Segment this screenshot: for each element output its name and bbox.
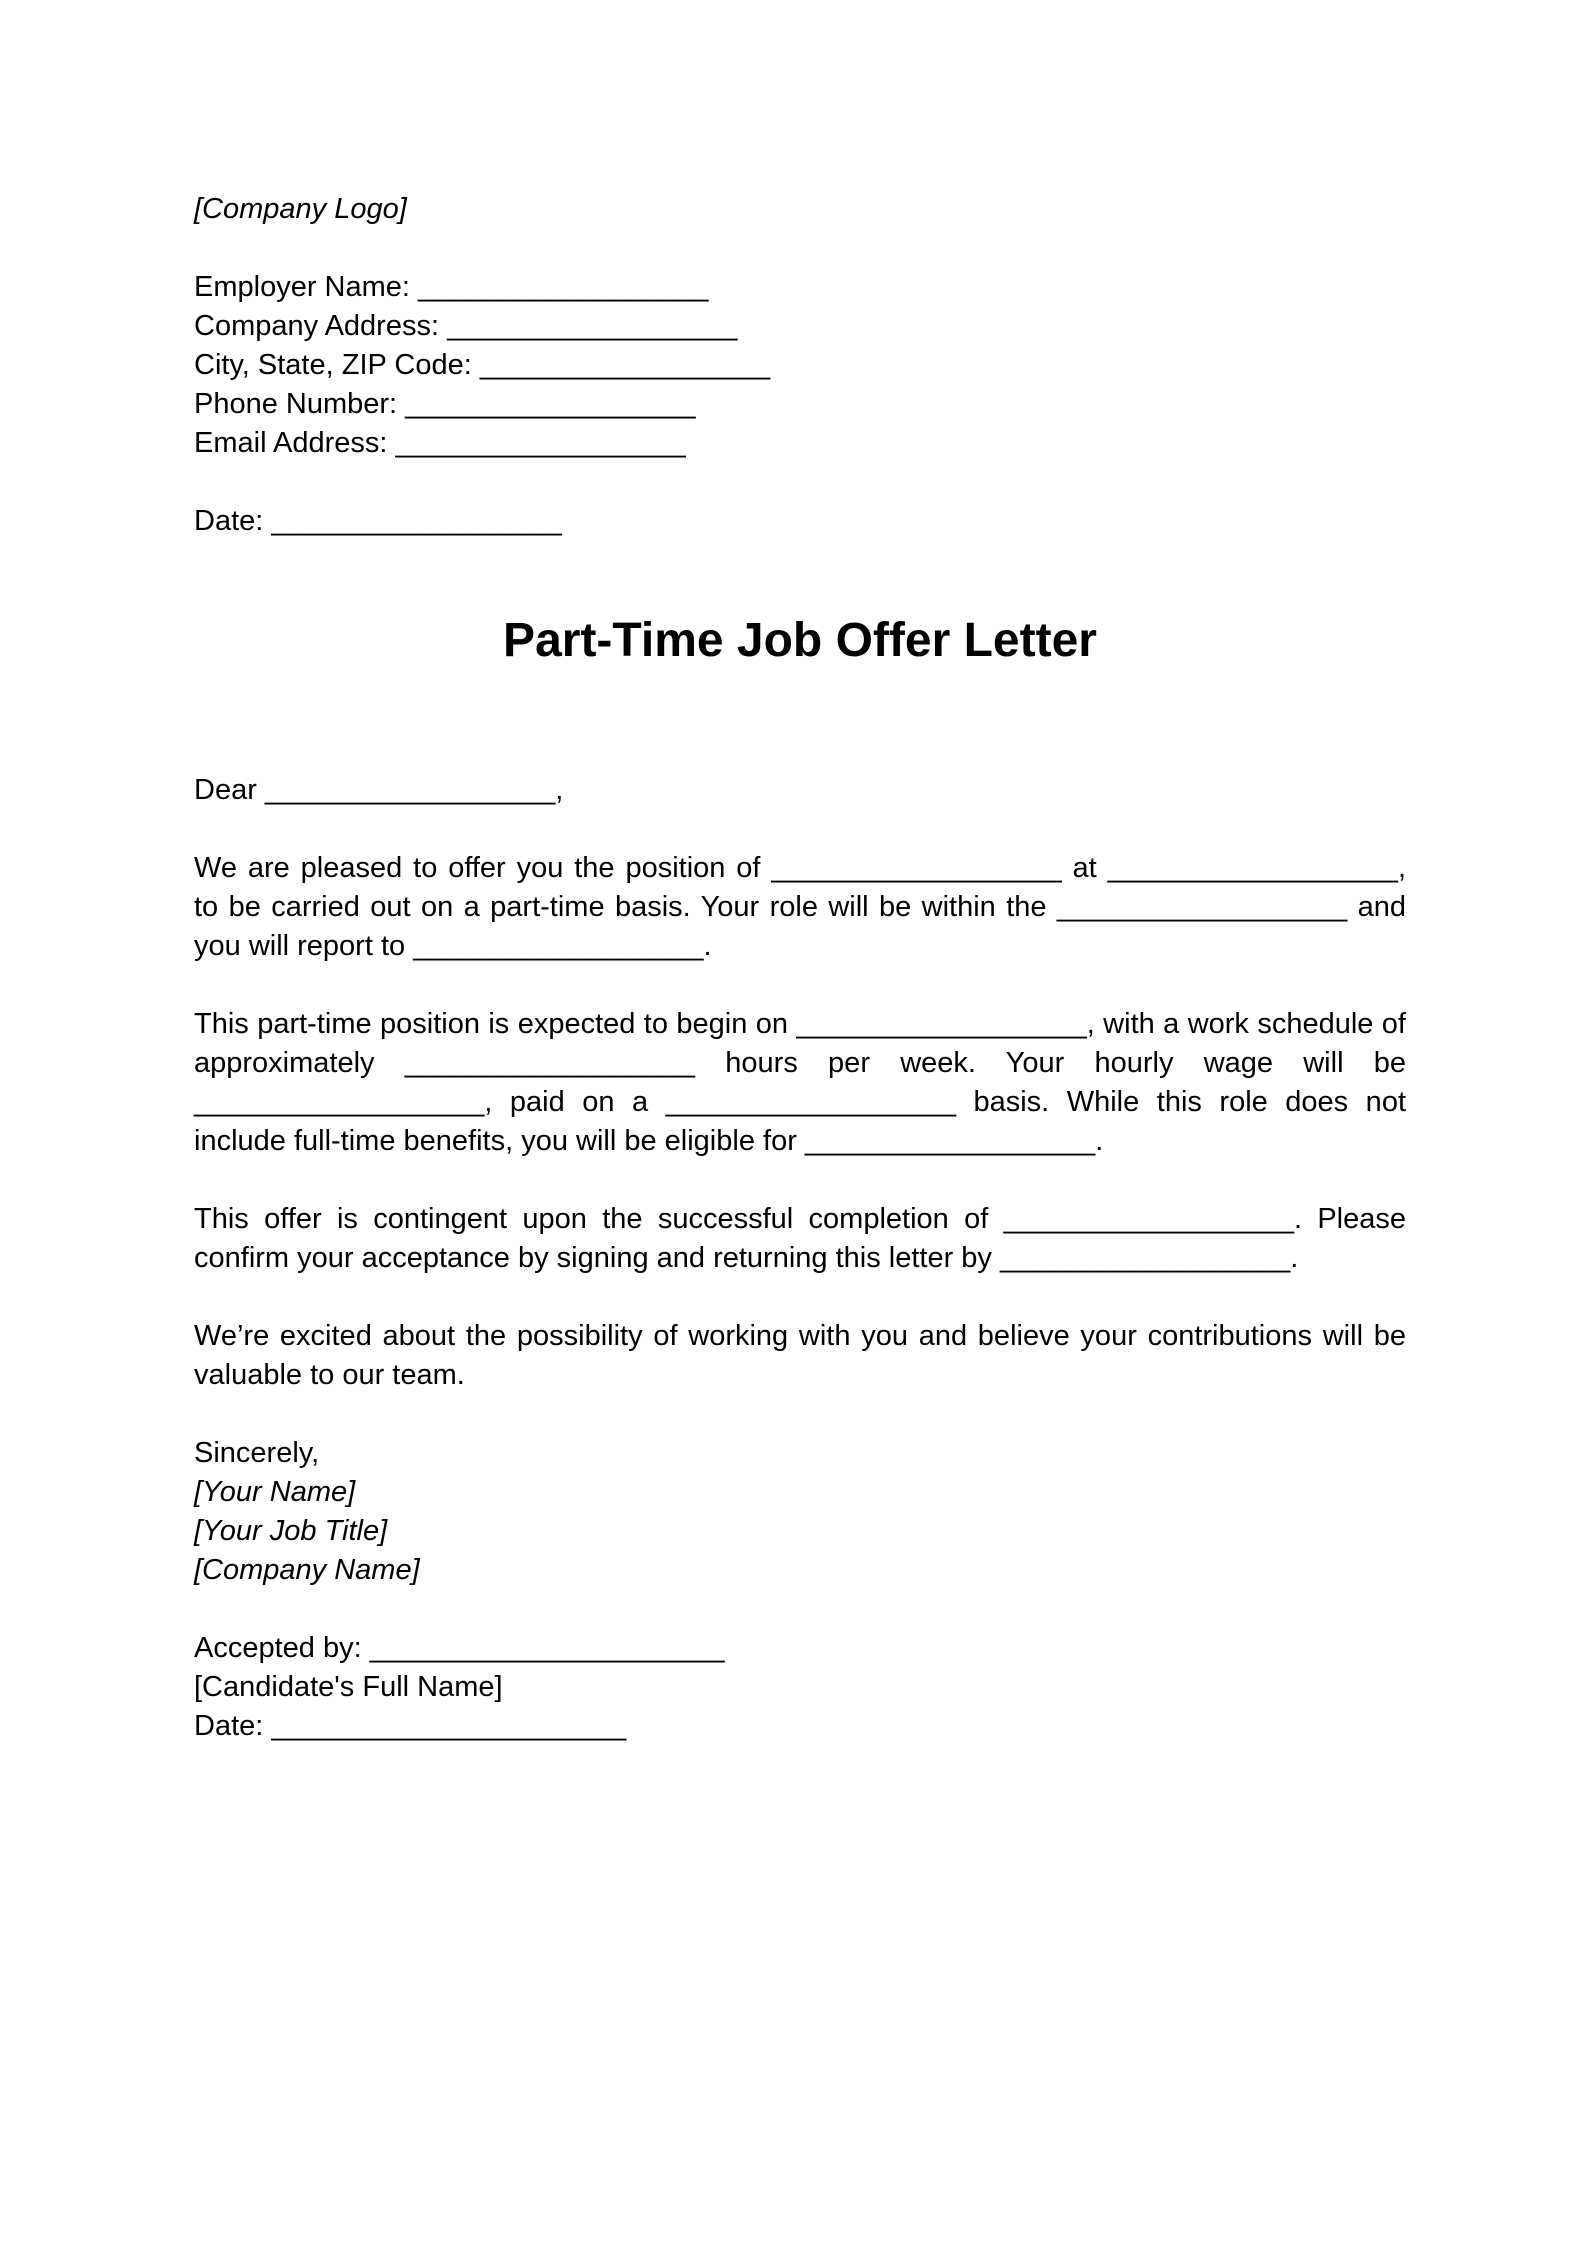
phone-number-field: Phone Number: __________________ — [194, 388, 696, 420]
spacer — [194, 1590, 1406, 1629]
date-field: Date: __________________ — [194, 505, 562, 537]
paragraph-closing: We’re excited about the possibility of working with you and believe your contributions will be valuable to our team. — [194, 1320, 1406, 1391]
spacer — [194, 810, 1406, 849]
acceptance-date-field: Date: ______________________ — [194, 1710, 627, 1742]
paragraph-schedule: This part-time position is expected to begin on __________________, with a work schedule of approximately __________________ hours per week. Your hourly wage will be __________________, paid on a __________________ basis. While this role does not include full-time benefits, you will be eligible for __________________. — [194, 1008, 1406, 1157]
paragraph-position: We are pleased to offer you the position of __________________ at __________________, to be carried out on a part-time basis. Your role will be within the __________________ and you will report to __________________. — [194, 852, 1406, 962]
accepted-by-field: Accepted by: ______________________ — [194, 1632, 725, 1664]
company-logo-placeholder: [Company Logo] — [194, 193, 407, 225]
city-state-zip-field: City, State, ZIP Code: __________________ — [194, 349, 771, 381]
sign-off: Sincerely, — [194, 1437, 320, 1469]
email-address-field: Email Address: __________________ — [194, 427, 686, 459]
paragraph-contingency: This offer is contingent upon the successful completion of __________________. Please confirm your acceptance by signing and returning this letter by __________________. — [194, 1203, 1406, 1274]
document-title: Part-Time Job Offer Letter — [503, 614, 1097, 667]
your-job-title-placeholder: [Your Job Title] — [194, 1515, 388, 1547]
company-name-placeholder: [Company Name] — [194, 1554, 420, 1586]
your-name-placeholder: [Your Name] — [194, 1476, 356, 1508]
employer-name-field: Employer Name: __________________ — [194, 271, 709, 303]
spacer — [194, 463, 1406, 502]
salutation: Dear __________________, — [194, 774, 564, 806]
candidate-name-placeholder: [Candidate's Full Name] — [194, 1671, 503, 1703]
letter-page — [194, 190, 1406, 1746]
spacer — [194, 229, 1406, 268]
company-address-field: Company Address: __________________ — [194, 310, 738, 342]
